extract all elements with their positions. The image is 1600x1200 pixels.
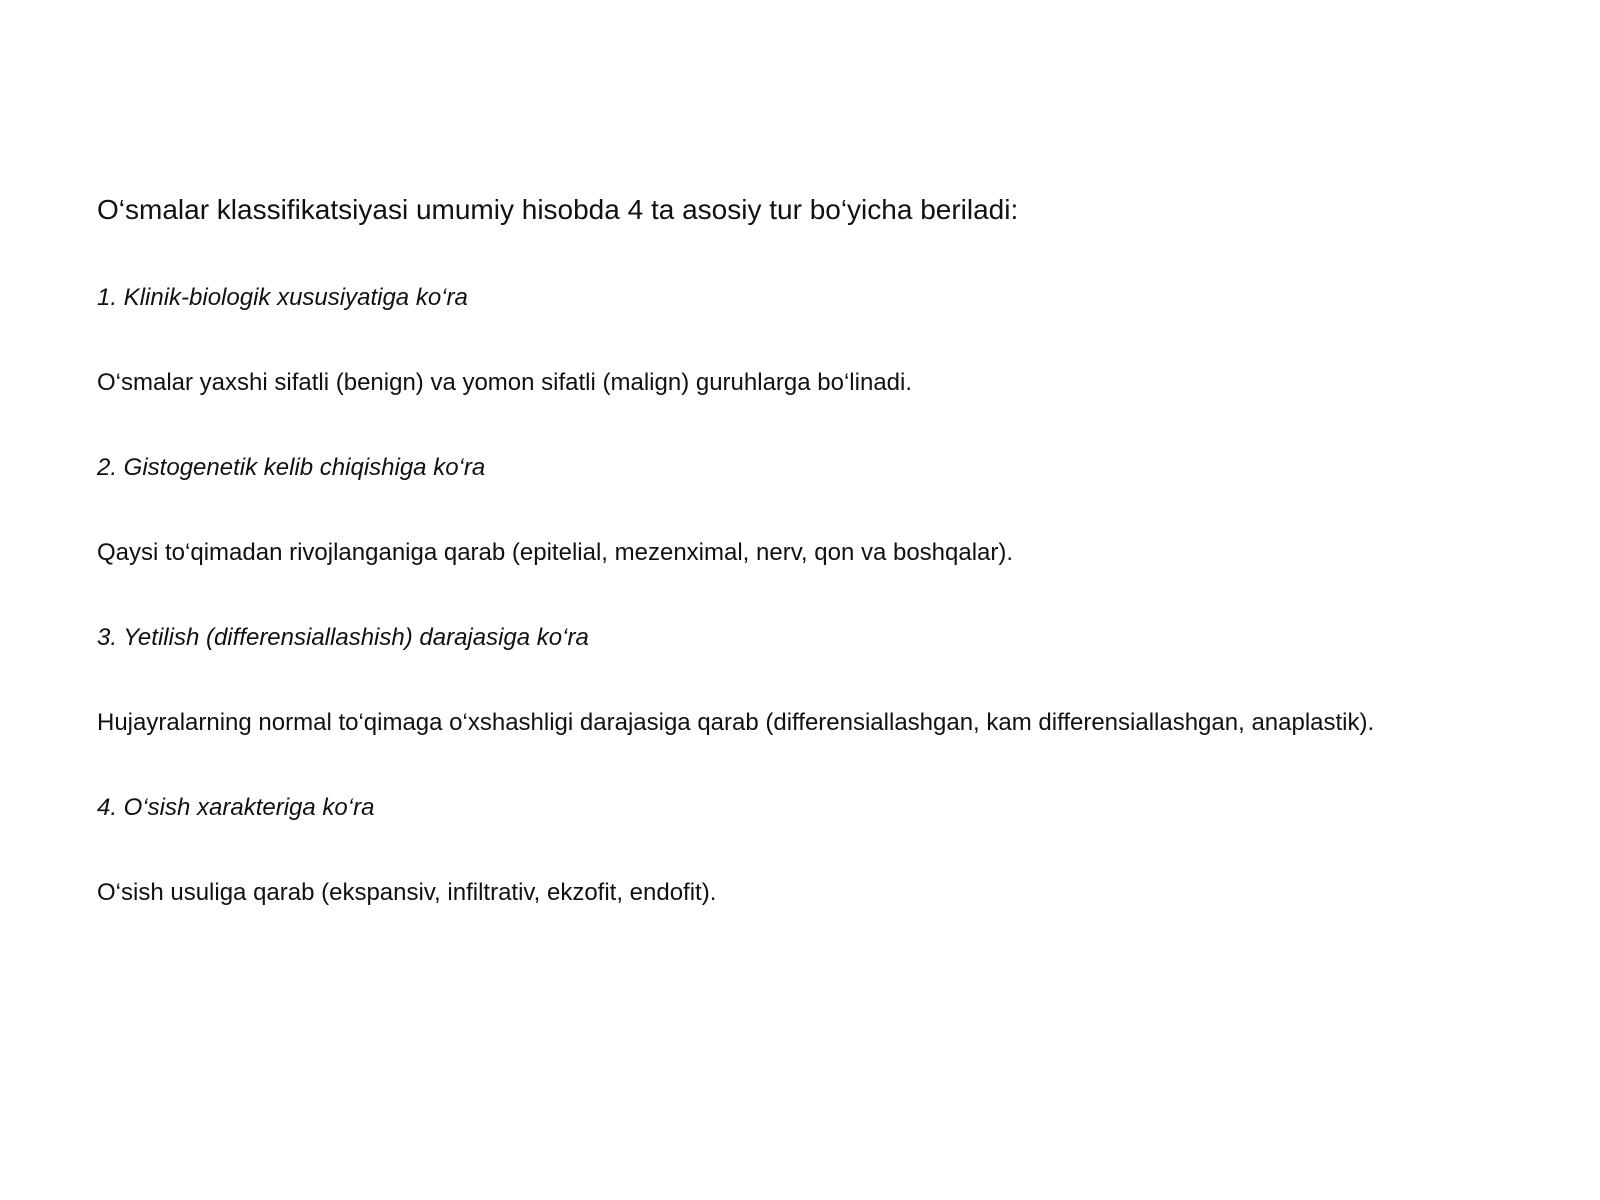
classification-item-1 [97,281,1567,400]
classification-heading: 2. Gistogenetik kelib chiqishiga ko‘ra [97,454,486,481]
classification-item-3 [97,621,1567,740]
classification-description: O‘sish usuliga qarab (ekspansiv, infiltrativ, ekzofit, endofit). [97,879,717,906]
slide-title: O‘smalar klassifikatsiyasi umumiy hisobda 4 ta asosiy tur bo‘yicha beriladi: [97,194,1019,225]
classification-heading: 3. Yetilish (differensiallashish) darajasiga ko‘ra [97,624,589,651]
classification-description: O‘smalar yaxshi sifatli (benign) va yomon sifatli (malign) guruhlarga bo‘linadi. [97,369,913,396]
classification-description: Hujayralarning normal to‘qimaga o‘xshashligi darajasiga qarab (differensiallashgan, kam differensiallashgan, anaplastik). [97,709,1375,736]
classification-item-2 [97,451,1567,570]
classification-description: Qaysi to‘qimadan rivojlanganiga qarab (epitelial, mezenximal, nerv, qon va boshqalar). [97,539,1014,566]
classification-heading: 1. Klinik-biologik xususiyatiga ko‘ra [97,284,468,311]
classification-item-4 [97,791,1567,910]
classification-heading: 4. O‘sish xarakteriga ko‘ra [97,794,375,821]
slide-content [97,190,1567,910]
